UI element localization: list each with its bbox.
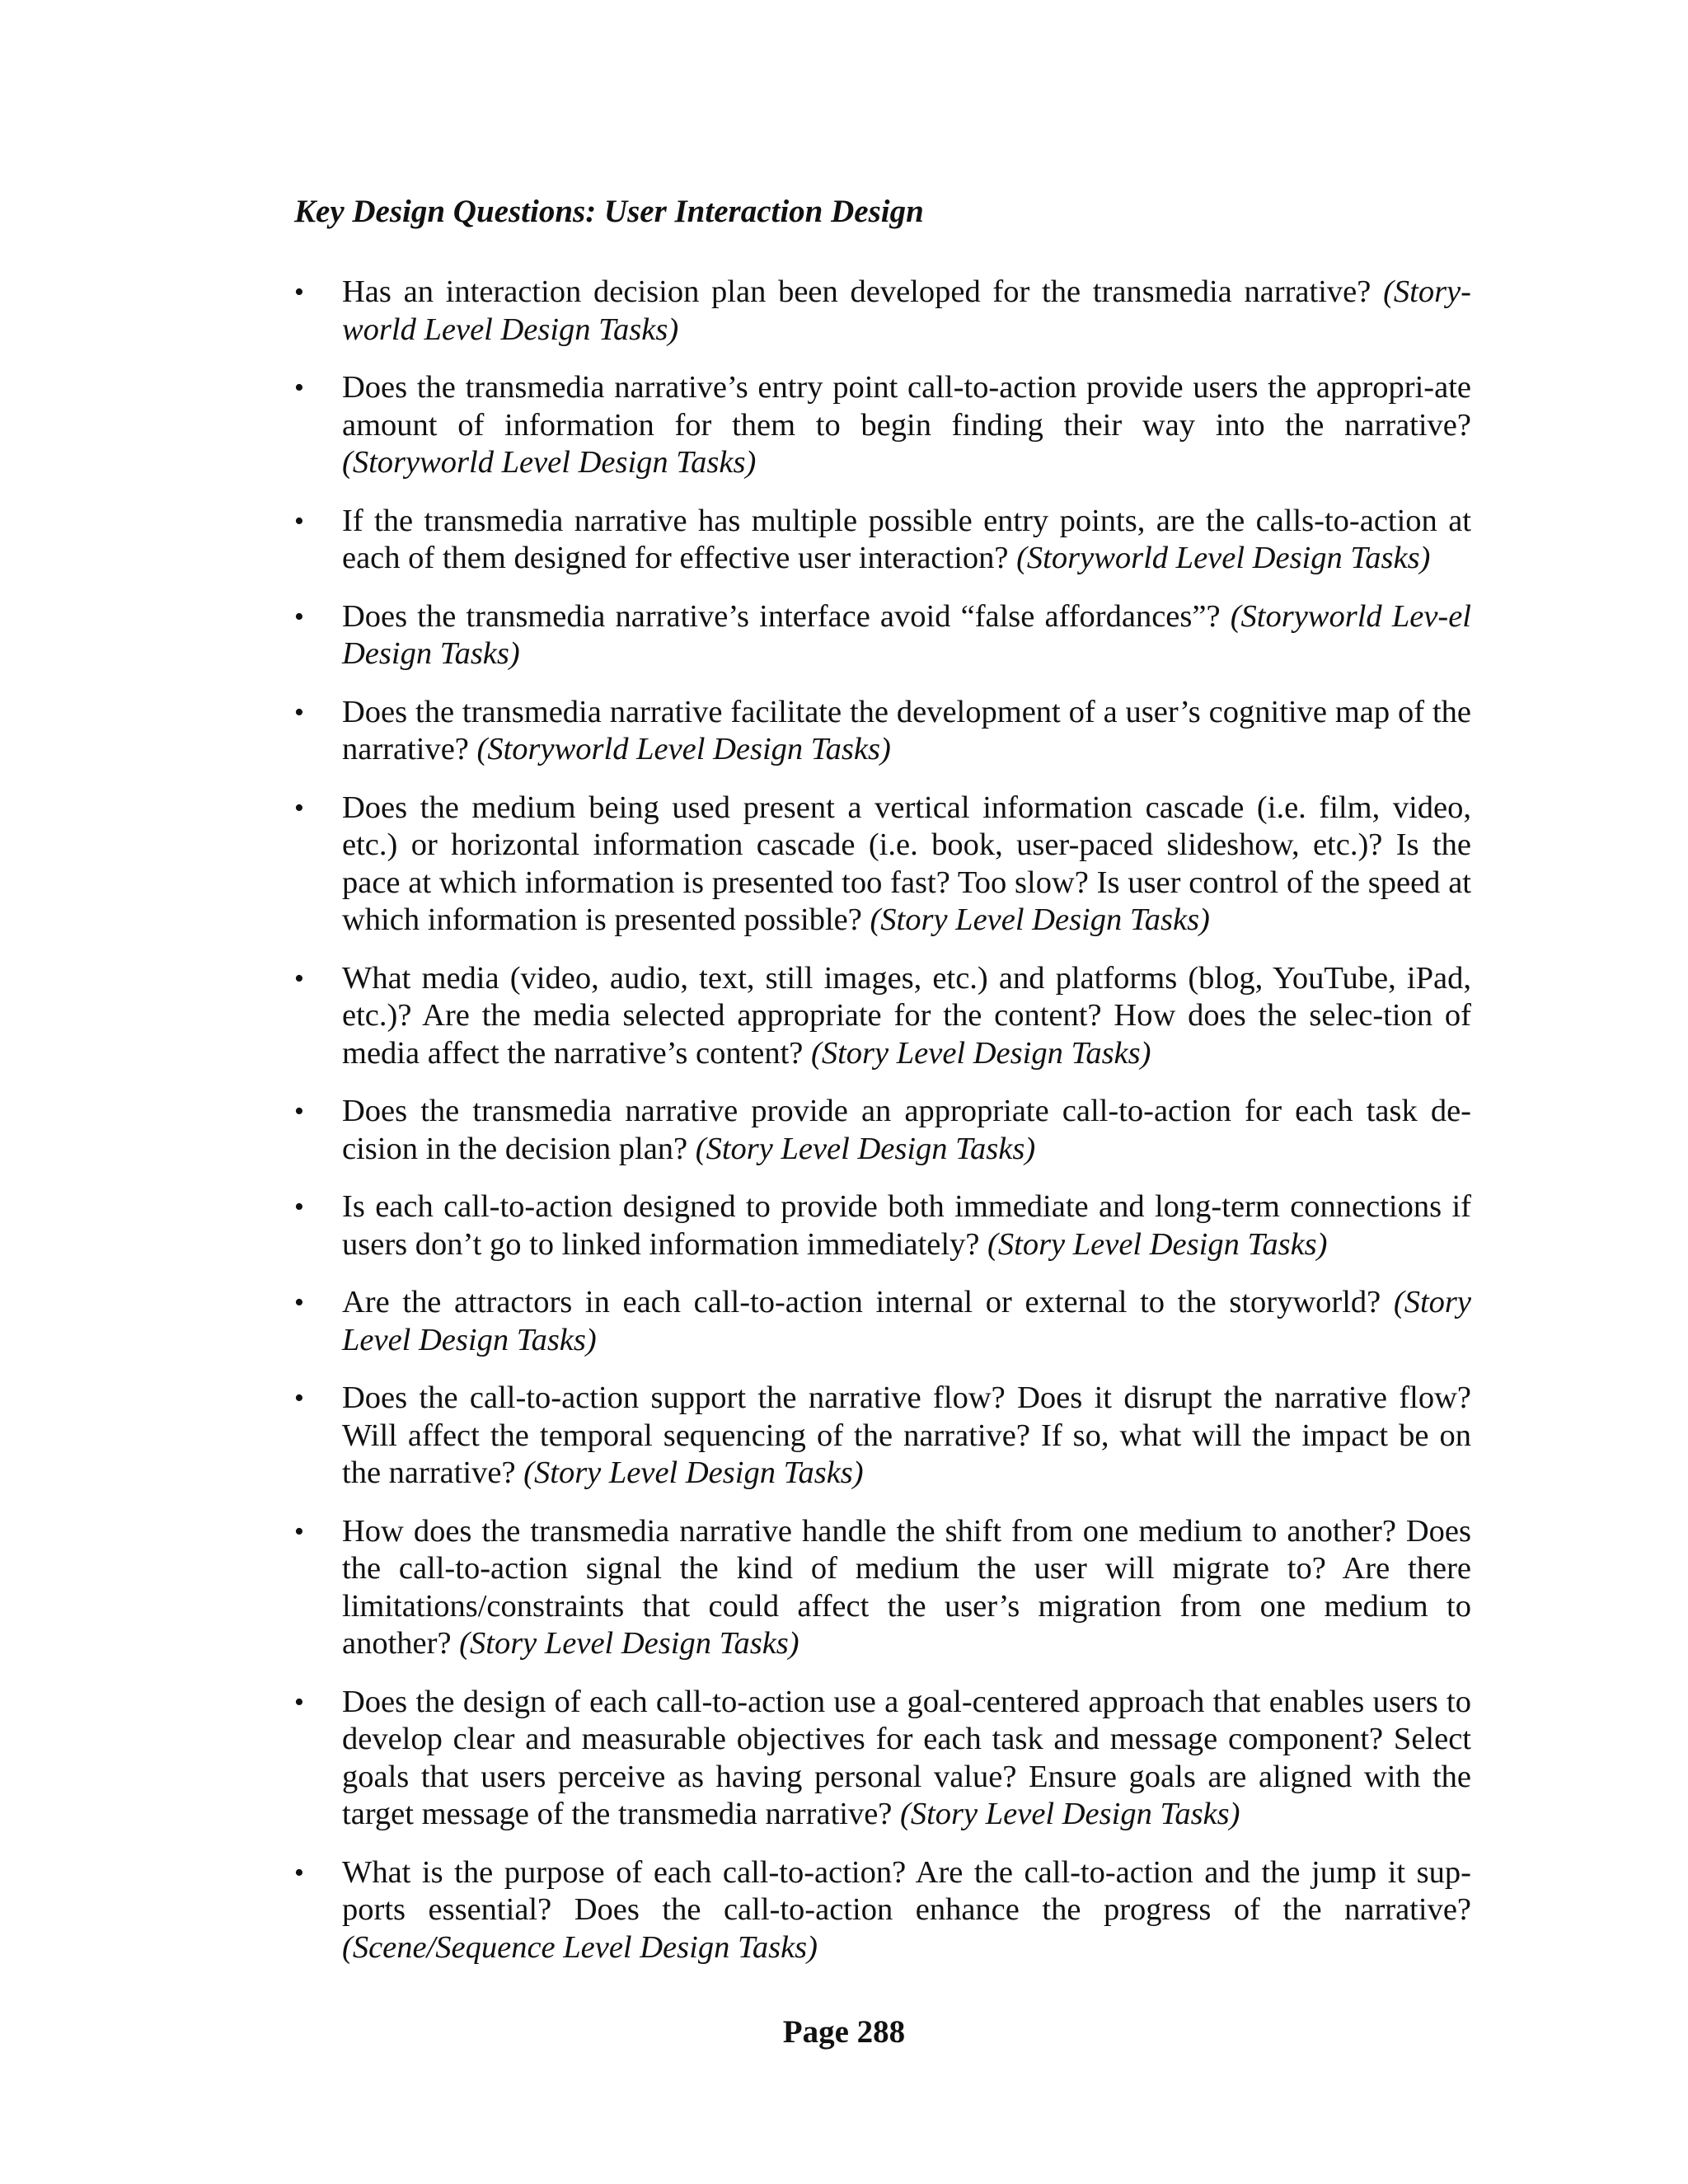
list-item xyxy=(294,1380,1471,1493)
design-task-level: (Story Level Design Tasks) xyxy=(459,1626,799,1661)
design-task-level: (Storyworld Level Design Tasks) xyxy=(1016,541,1431,575)
bullet-icon: • xyxy=(294,277,304,307)
question-text: Does the call-to-action support the narrative flow? Does it disrupt the narrative flow? Will affect the temporal sequencing of the narrative? If so, what will the impact be on the narrative? xyxy=(342,1380,1471,1490)
bullet-icon: • xyxy=(294,1857,304,1888)
design-task-level: (Story Level Design Tasks) xyxy=(695,1131,1036,1166)
question-text: How does the transmedia narrative handle the shift from one medium to another? Does the call-to-action signal the kind of medium the user will migrate to? Are there limitations/constraints that could affect the user’s migration from one medium to another? xyxy=(342,1513,1471,1661)
question-text: If the transmedia narrative has multiple possible entry points, are the calls-to-action at each of them designed for effective user interaction? xyxy=(342,503,1471,575)
bullet-icon: • xyxy=(294,1287,304,1318)
question-text: Does the design of each call-to-action use a goal-centered approach that enables users to develop clear and measurable objectives for each task and message component? Select goals that users perceive as having personal value? Ensure goals are aligned with the target message of the transmedia narrative? xyxy=(342,1684,1471,1831)
design-task-level: (Story-world Level Design Tasks) xyxy=(342,274,1471,347)
bullet-icon: • xyxy=(294,601,304,632)
design-task-level: (Story Level Design Tasks) xyxy=(870,902,1210,937)
list-item xyxy=(294,694,1471,769)
bullet-icon: • xyxy=(294,1192,304,1222)
question-text: Has an interaction decision plan been developed for the transmedia narrative? xyxy=(342,274,1384,309)
design-task-level: (Story Level Design Tasks) xyxy=(900,1797,1240,1831)
list-item xyxy=(294,790,1471,940)
question-text: Does the medium being used present a vertical information cascade (i.e. film, video, etc.) or horizontal information cascade (i.e. book, user-paced slideshow, etc.)? Is the pace at which information is presented too fast? Too slow? Is user control of the speed at which information is presented possible? xyxy=(342,790,1471,937)
question-text: Is each call-to-action designed to provide both immediate and long-term connections if users don’t go to linked information immediately? xyxy=(342,1189,1471,1262)
question-text: Are the attractors in each call-to-action internal or external to the storyworld? xyxy=(342,1285,1394,1319)
question-text: What is the purpose of each call-to-action? Are the call-to-action and the jump it sup-ports essential? Does the call-to-action enhance the progress of the narrative? xyxy=(342,1854,1471,1927)
bullet-icon: • xyxy=(294,1096,304,1127)
bullet-icon: • xyxy=(294,505,304,537)
list-item xyxy=(294,960,1471,1073)
bullet-icon: • xyxy=(294,1686,304,1718)
list-item xyxy=(294,369,1471,482)
design-task-level: (Story Level Design Tasks) xyxy=(811,1035,1151,1071)
question-text: What media (video, audio, text, still images, etc.) and platforms (blog, YouTube, iPad, etc.)? Are the media selected appropriate for the content? How does the selec-tion of media affect the narrative’s content? xyxy=(342,960,1471,1071)
design-task-level: (Storyworld Lev-el Design Tasks) xyxy=(342,598,1472,671)
list-item xyxy=(294,1854,1471,1967)
bullet-icon: • xyxy=(294,1516,304,1547)
question-text: Does the transmedia narrative facilitate the development of a user’s cognitive map of the narrative? xyxy=(342,694,1471,766)
design-task-level: (Storyworld Level Design Tasks) xyxy=(476,732,891,766)
design-task-level: (Storyworld Level Design Tasks) xyxy=(342,445,757,480)
list-item xyxy=(294,1188,1471,1263)
list-item xyxy=(294,1513,1471,1663)
section-heading: Key Design Questions: User Interaction Design xyxy=(294,194,924,229)
list-item xyxy=(294,1284,1471,1359)
bullet-icon: • xyxy=(294,373,304,403)
question-text: Does the transmedia narrative provide an appropriate call-to-action for each task de-cision in the decision plan? xyxy=(342,1094,1471,1166)
bullet-icon: • xyxy=(294,963,304,994)
question-text: Does the transmedia narrative’s entry point call-to-action provide users the appropri-ate amount of information for them to begin finding their way into the narrative? xyxy=(342,370,1471,443)
bullet-icon: • xyxy=(294,696,304,728)
question-text: Does the transmedia narrative’s interface avoid “false affordances”? xyxy=(342,598,1231,634)
list-item xyxy=(294,1093,1471,1168)
bullet-icon: • xyxy=(294,1383,304,1413)
design-task-level: (Story Level Design Tasks) xyxy=(987,1226,1328,1262)
list-item xyxy=(294,1684,1471,1834)
bullet-icon: • xyxy=(294,792,304,823)
list-item xyxy=(294,598,1471,673)
design-task-level: (Story Level Design Tasks) xyxy=(523,1455,864,1490)
list-item xyxy=(294,503,1471,578)
design-task-level: (Story Level Design Tasks) xyxy=(342,1285,1471,1357)
design-questions-list xyxy=(294,274,1471,1987)
page-number: Page 288 xyxy=(782,2014,906,2050)
design-task-level: (Scene/Sequence Level Design Tasks) xyxy=(342,1929,818,1965)
list-item xyxy=(294,274,1471,349)
